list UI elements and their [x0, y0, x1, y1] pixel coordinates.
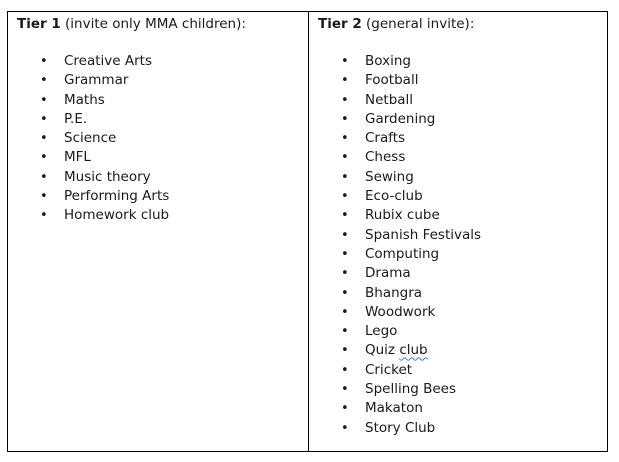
- list-item: [309, 91, 607, 110]
- bullet-icon: •: [341, 189, 349, 205]
- list-item: [309, 284, 607, 303]
- list-item-label: Grammar: [64, 72, 129, 89]
- list-item: [8, 148, 308, 167]
- tier2-column: [309, 12, 607, 451]
- list-item-label: Drama: [365, 265, 411, 282]
- bullet-icon: •: [341, 73, 349, 89]
- list-item: [309, 303, 607, 322]
- list-item: [309, 129, 607, 148]
- tier1-heading: [17, 15, 246, 33]
- bullet-icon: •: [341, 54, 349, 69]
- tier2-heading: [318, 15, 474, 33]
- bullet-icon: •: [341, 324, 349, 340]
- list-item-label: Science: [64, 130, 117, 147]
- list-item-label: Music theory: [64, 168, 151, 185]
- list-item-label: Sewing: [365, 168, 414, 185]
- list-item: [8, 71, 308, 90]
- list-item-label: Performing Arts: [64, 188, 170, 205]
- list-item-label: Cricket: [365, 361, 413, 378]
- bullet-icon: •: [40, 111, 48, 127]
- bullet-icon: •: [341, 227, 349, 243]
- list-item: [309, 148, 607, 167]
- list-item: [8, 129, 308, 148]
- list-item: [309, 380, 607, 399]
- tier1-title: Tier 1: [17, 16, 61, 32]
- list-item: [309, 264, 607, 283]
- list-item-label: Football: [365, 72, 419, 89]
- bullet-icon: •: [341, 343, 349, 359]
- list-item-label: Maths: [64, 91, 105, 108]
- bullet-icon: •: [341, 246, 349, 262]
- spellcheck-underline: club: [399, 342, 428, 359]
- bullet-icon: •: [40, 150, 48, 166]
- bullet-icon: •: [341, 266, 349, 282]
- list-item: [309, 71, 607, 90]
- list-item-label: Gardening: [365, 110, 436, 127]
- bullet-icon: •: [341, 169, 349, 185]
- tier2-title: Tier 2: [318, 16, 362, 32]
- list-item: [309, 361, 607, 380]
- list-item: [8, 91, 308, 110]
- list-item: [8, 187, 308, 206]
- list-item-label: Crafts: [365, 130, 406, 147]
- list-item: [309, 399, 607, 418]
- list-item: [309, 110, 607, 129]
- list-item: [309, 168, 607, 187]
- bullet-icon: •: [341, 362, 349, 378]
- bullet-icon: •: [341, 131, 349, 147]
- list-item-label: Eco-club: [365, 188, 423, 205]
- list-item: [309, 52, 607, 71]
- list-item: [309, 226, 607, 245]
- list-item-label: MFL: [64, 149, 91, 166]
- tier1-column: [8, 12, 309, 451]
- list-item-label: Quiz club: [365, 342, 428, 359]
- bullet-icon: •: [40, 54, 48, 69]
- list-item: [8, 110, 308, 129]
- list-item-label: Boxing: [365, 53, 411, 69]
- clubs-table: [7, 11, 608, 452]
- list-item-label: Lego: [365, 323, 398, 340]
- bullet-icon: •: [341, 420, 349, 436]
- bullet-icon: •: [40, 131, 48, 147]
- list-item: [309, 341, 607, 360]
- list-item: [8, 168, 308, 187]
- bullet-icon: •: [341, 304, 349, 320]
- list-item: [309, 245, 607, 264]
- list-item-label: Bhangra: [365, 284, 423, 301]
- list-item-label: Spanish Festivals: [365, 226, 482, 243]
- list-item-label: Spelling Bees: [365, 381, 457, 398]
- list-item-label: Homework club: [64, 207, 170, 224]
- list-item-label: Woodwork: [365, 303, 436, 320]
- list-item-label: Rubix cube: [365, 207, 440, 224]
- list-item-label: Chess: [365, 149, 406, 166]
- bullet-icon: •: [40, 169, 48, 185]
- list-item: [309, 322, 607, 341]
- bullet-icon: •: [341, 285, 349, 301]
- bullet-icon: •: [341, 111, 349, 127]
- bullet-icon: •: [40, 208, 48, 224]
- list-item: [8, 206, 308, 225]
- bullet-icon: •: [341, 208, 349, 224]
- list-item-label: P.E.: [64, 110, 88, 127]
- list-item-label: Makaton: [365, 400, 423, 417]
- bullet-icon: •: [341, 150, 349, 166]
- bullet-icon: •: [341, 401, 349, 417]
- list-item: [8, 52, 308, 71]
- bullet-icon: •: [40, 189, 48, 205]
- bullet-icon: •: [40, 73, 48, 89]
- bullet-icon: •: [341, 382, 349, 398]
- tier1-list: [8, 52, 308, 226]
- bullet-icon: •: [341, 92, 349, 108]
- list-item: [309, 419, 607, 438]
- list-item: [309, 187, 607, 206]
- list-item-label: Computing: [365, 245, 440, 262]
- tier2-list: [309, 52, 607, 438]
- tier2-subtitle: (general invite):: [361, 16, 475, 32]
- list-item: [309, 206, 607, 225]
- list-item-label: Creative Arts: [64, 53, 153, 69]
- tier1-subtitle: (invite only MMA children):: [60, 16, 246, 32]
- bullet-icon: •: [40, 92, 48, 108]
- list-item-label: Netball: [365, 91, 414, 108]
- list-item-label: Story Club: [365, 419, 436, 436]
